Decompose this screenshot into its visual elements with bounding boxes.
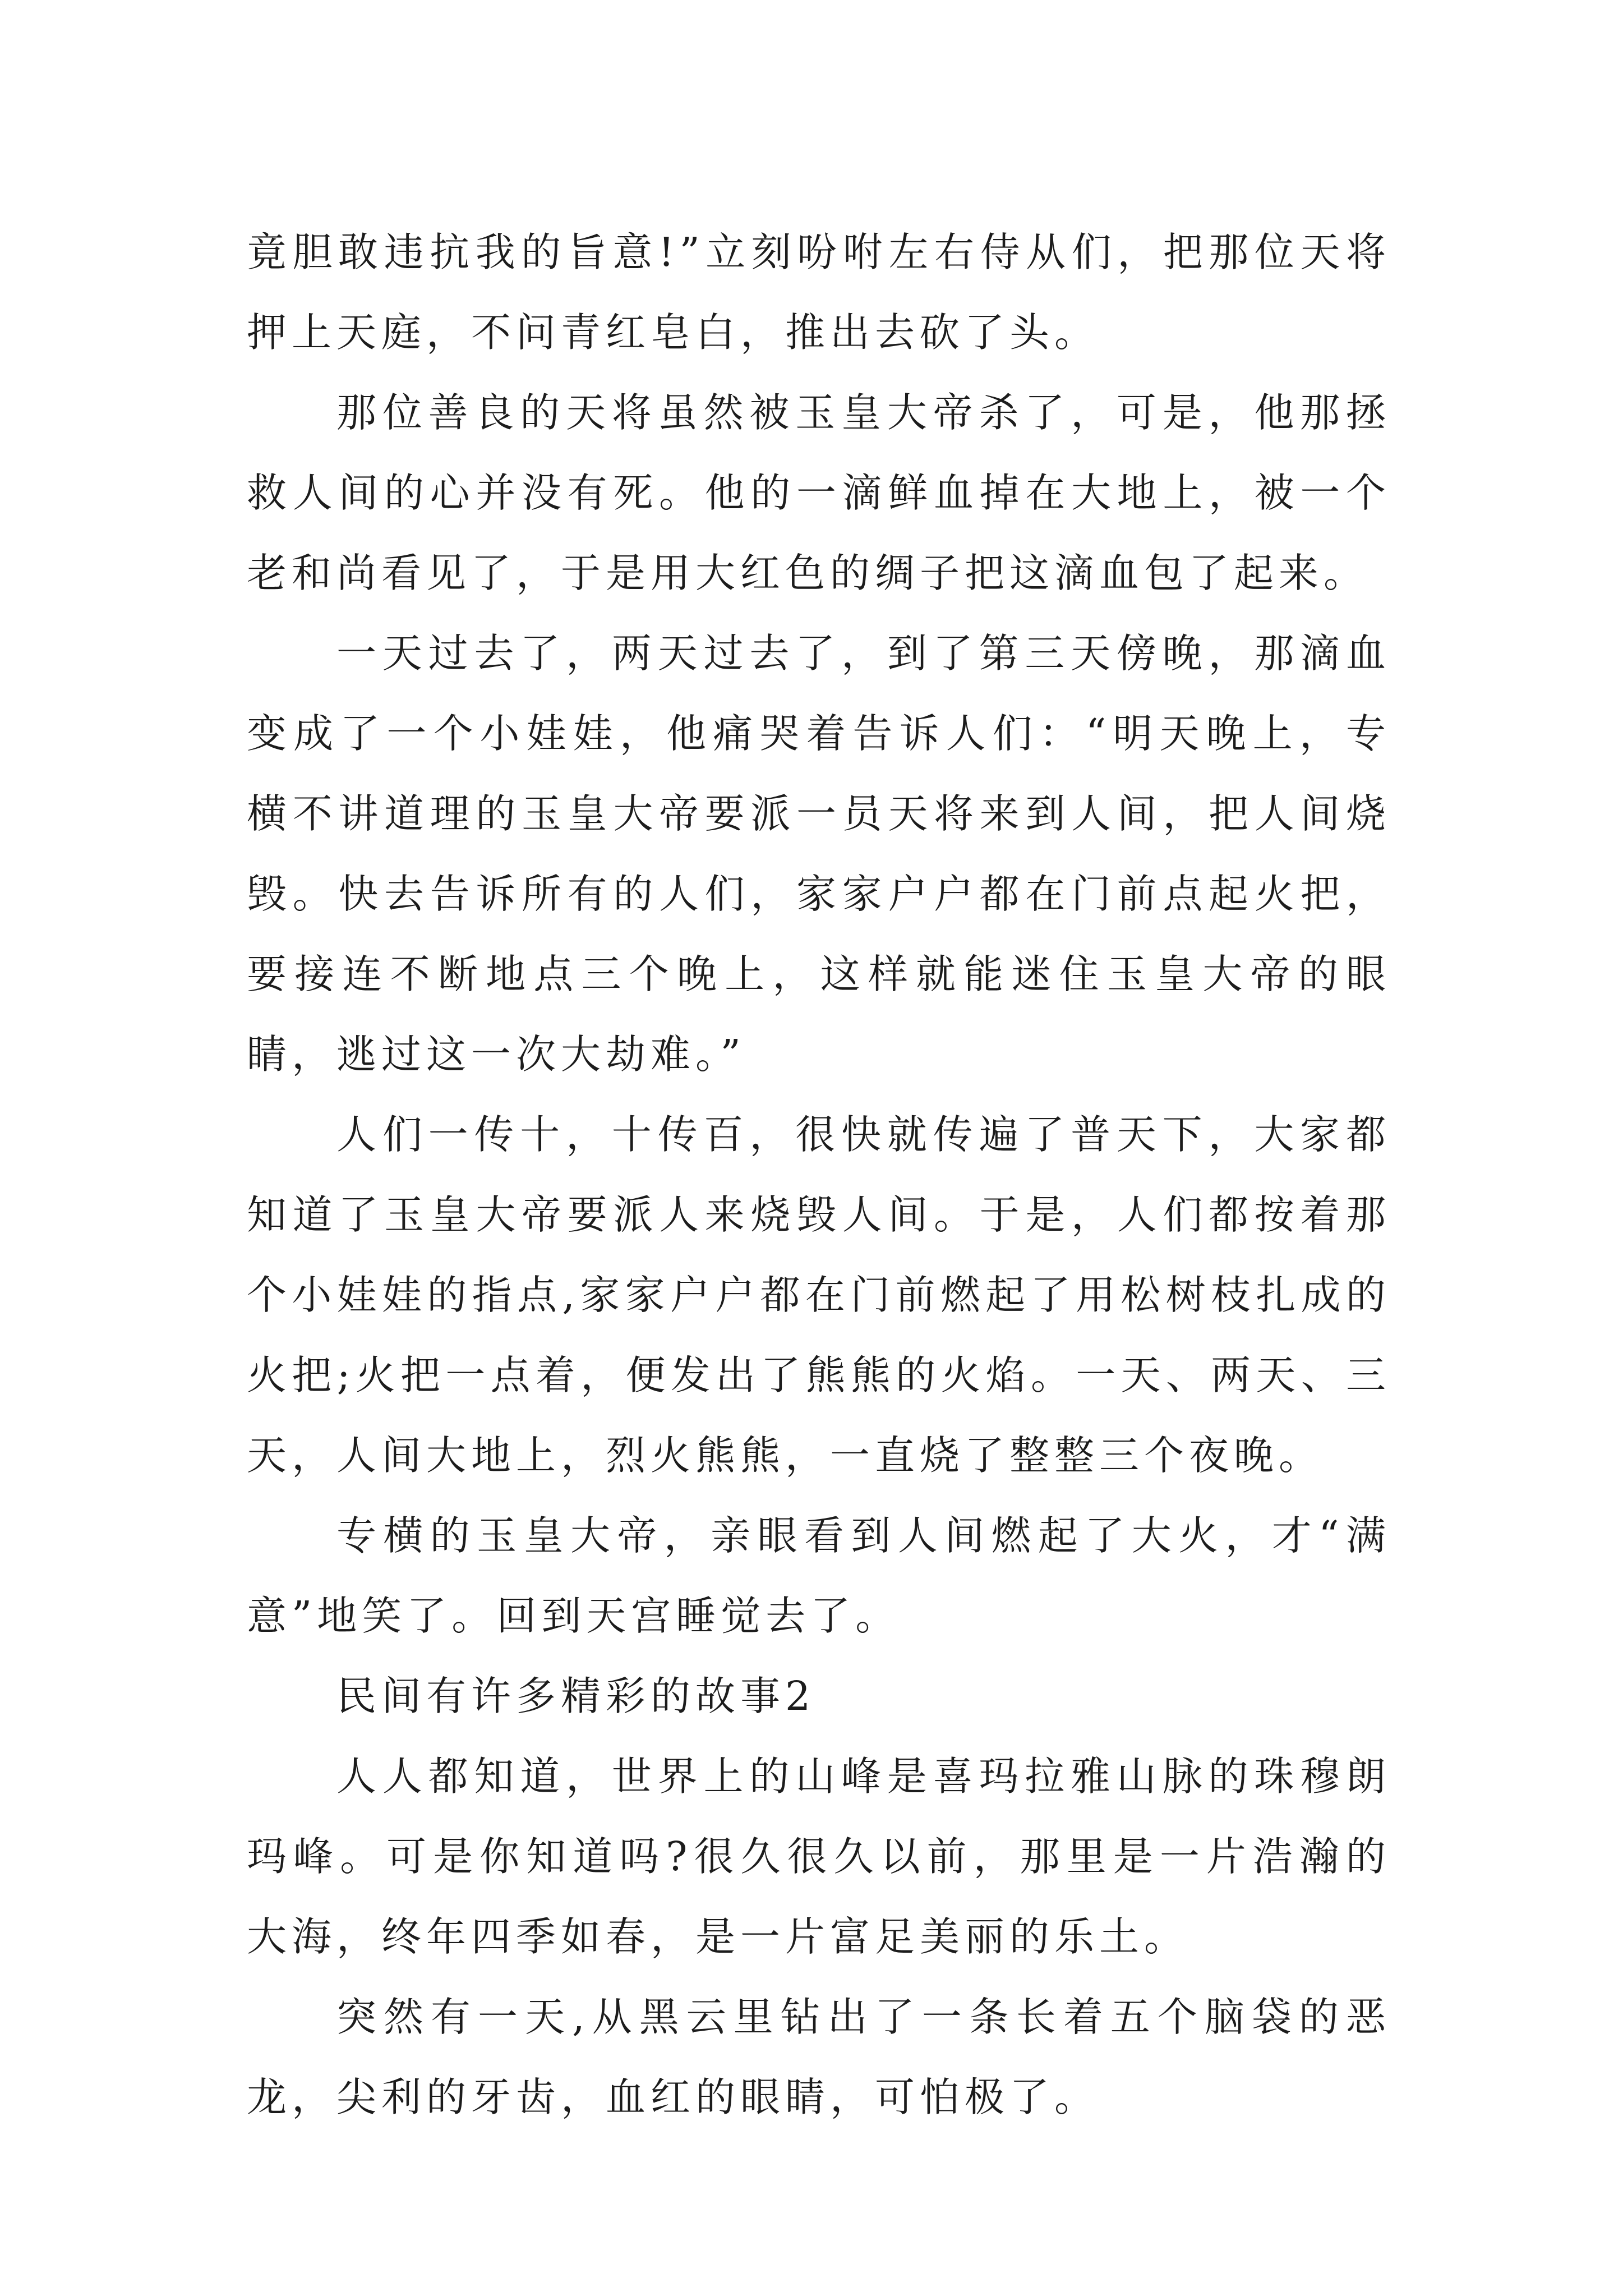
paragraph: 突然有一天,从黑云里钻出了一条长着五个脑袋的恶龙，尖利的牙齿，血红的眼睛，可怕极了。	[247, 1994, 1391, 2120]
body-text	[247, 212, 1391, 2137]
paragraph: 竟胆敢违抗我的旨意!”立刻吩咐左右侍从们，把那位天将押上天庭，不问青红皂白，推出去砍了头。	[247, 229, 1391, 356]
paragraph: 一天过去了，两天过去了，到了第三天傍晚，那滴血变成了一个小娃娃，他痛哭着告诉人们：“明天晚上，专横不讲道理的玉皇大帝要派一员天将来到人间，把人间烧毁。快去告诉所有的人们，家家户户都在门前点起火把，要接连不断地点三个晚上，这样就能迷住玉皇大帝的眼睛，逃过这一次大劫难。”	[247, 630, 1391, 1078]
paragraph: 人们一传十，十传百，很快就传遍了普天下，大家都知道了玉皇大帝要派人来烧毁人间。于是，人们都按着那个小娃娃的指点,家家户户都在门前燃起了用松树枝扎成的火把;火把一点着，便发出了熊熊的火焰。一天、两天、三天，人间大地上，烈火熊熊，一直烧了整整三个夜晚。	[247, 1111, 1391, 1479]
paragraph: 人人都知道，世界上的山峰是喜玛拉雅山脉的珠穆朗玛峰。可是你知道吗?很久很久以前，那里是一片浩瀚的大海，终年四季如春，是一片富足美丽的乐土。	[247, 1753, 1391, 1960]
paragraph: 那位善良的天将虽然被玉皇大帝杀了，可是，他那拯救人间的心并没有死。他的一滴鲜血掉在大地上，被一个老和尚看见了，于是用大红色的绸子把这滴血包了起来。	[247, 389, 1391, 596]
paragraph: 专横的玉皇大帝，亲眼看到人间燃起了大火，才“满意”地笑了。回到天宫睡觉去了。	[247, 1512, 1391, 1639]
section-heading: 民间有许多精彩的故事2	[336, 1673, 816, 1719]
